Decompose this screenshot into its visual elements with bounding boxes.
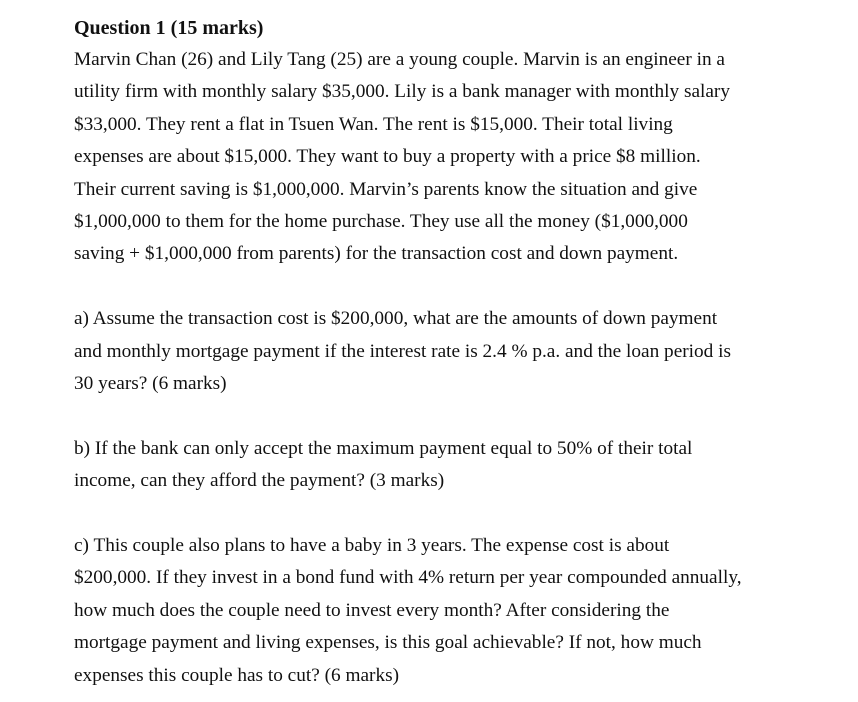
part-c [74,530,844,692]
part-c-line: mortgage payment and living expenses, is this goal achievable? If not, how much [74,632,702,654]
intro-line: Marvin Chan (26) and Lily Tang (25) are a young couple. Marvin is an engineer in a [74,49,725,70]
part-a-line: a) Assume the transaction cost is $200,000, what are the amounts of down payment [74,308,718,330]
paragraph-spacer [74,498,844,530]
paragraph-spacer [74,271,844,303]
intro-line: utility firm with monthly salary $35,000. Lily is a bank manager with monthly salary [74,81,730,103]
question-title: Question 1 (15 marks) [74,17,264,39]
part-c-line: c) This couple also plans to have a baby in 3 years. The expense cost is about [74,535,670,557]
part-c-line: expenses this couple has to cut? (6 marks) [74,664,400,686]
intro-line: $33,000. They rent a flat in Tsuen Wan. The rent is $15,000. Their total living [74,113,673,135]
intro-line: Their current saving is $1,000,000. Marvin’s parents know the situation and give [74,178,698,200]
part-a [74,303,844,400]
part-b-line: b) If the bank can only accept the maximum payment equal to 50% of their total [74,437,693,459]
part-b [74,433,844,498]
part-c-line: $200,000. If they invest in a bond fund with 4% return per year compounded annually, [74,567,742,589]
intro-line: saving + $1,000,000 from parents) for the transaction cost and down payment. [74,243,679,265]
part-c-line: how much does the couple need to invest every month? After considering the [74,599,670,621]
intro-line: $1,000,000 to them for the home purchase. They use all the money ($1,000,000 [74,211,688,233]
question-document [74,12,844,692]
part-a-line: 30 years? (6 marks) [74,373,227,395]
question-intro [74,44,844,271]
intro-line: expenses are about $15,000. They want to buy a property with a price $8 million. [74,146,701,168]
paragraph-spacer [74,400,844,432]
part-b-line: income, can they afford the payment? (3 marks) [74,470,445,492]
part-a-line: and monthly mortgage payment if the interest rate is 2.4 % p.a. and the loan period is [74,340,731,362]
